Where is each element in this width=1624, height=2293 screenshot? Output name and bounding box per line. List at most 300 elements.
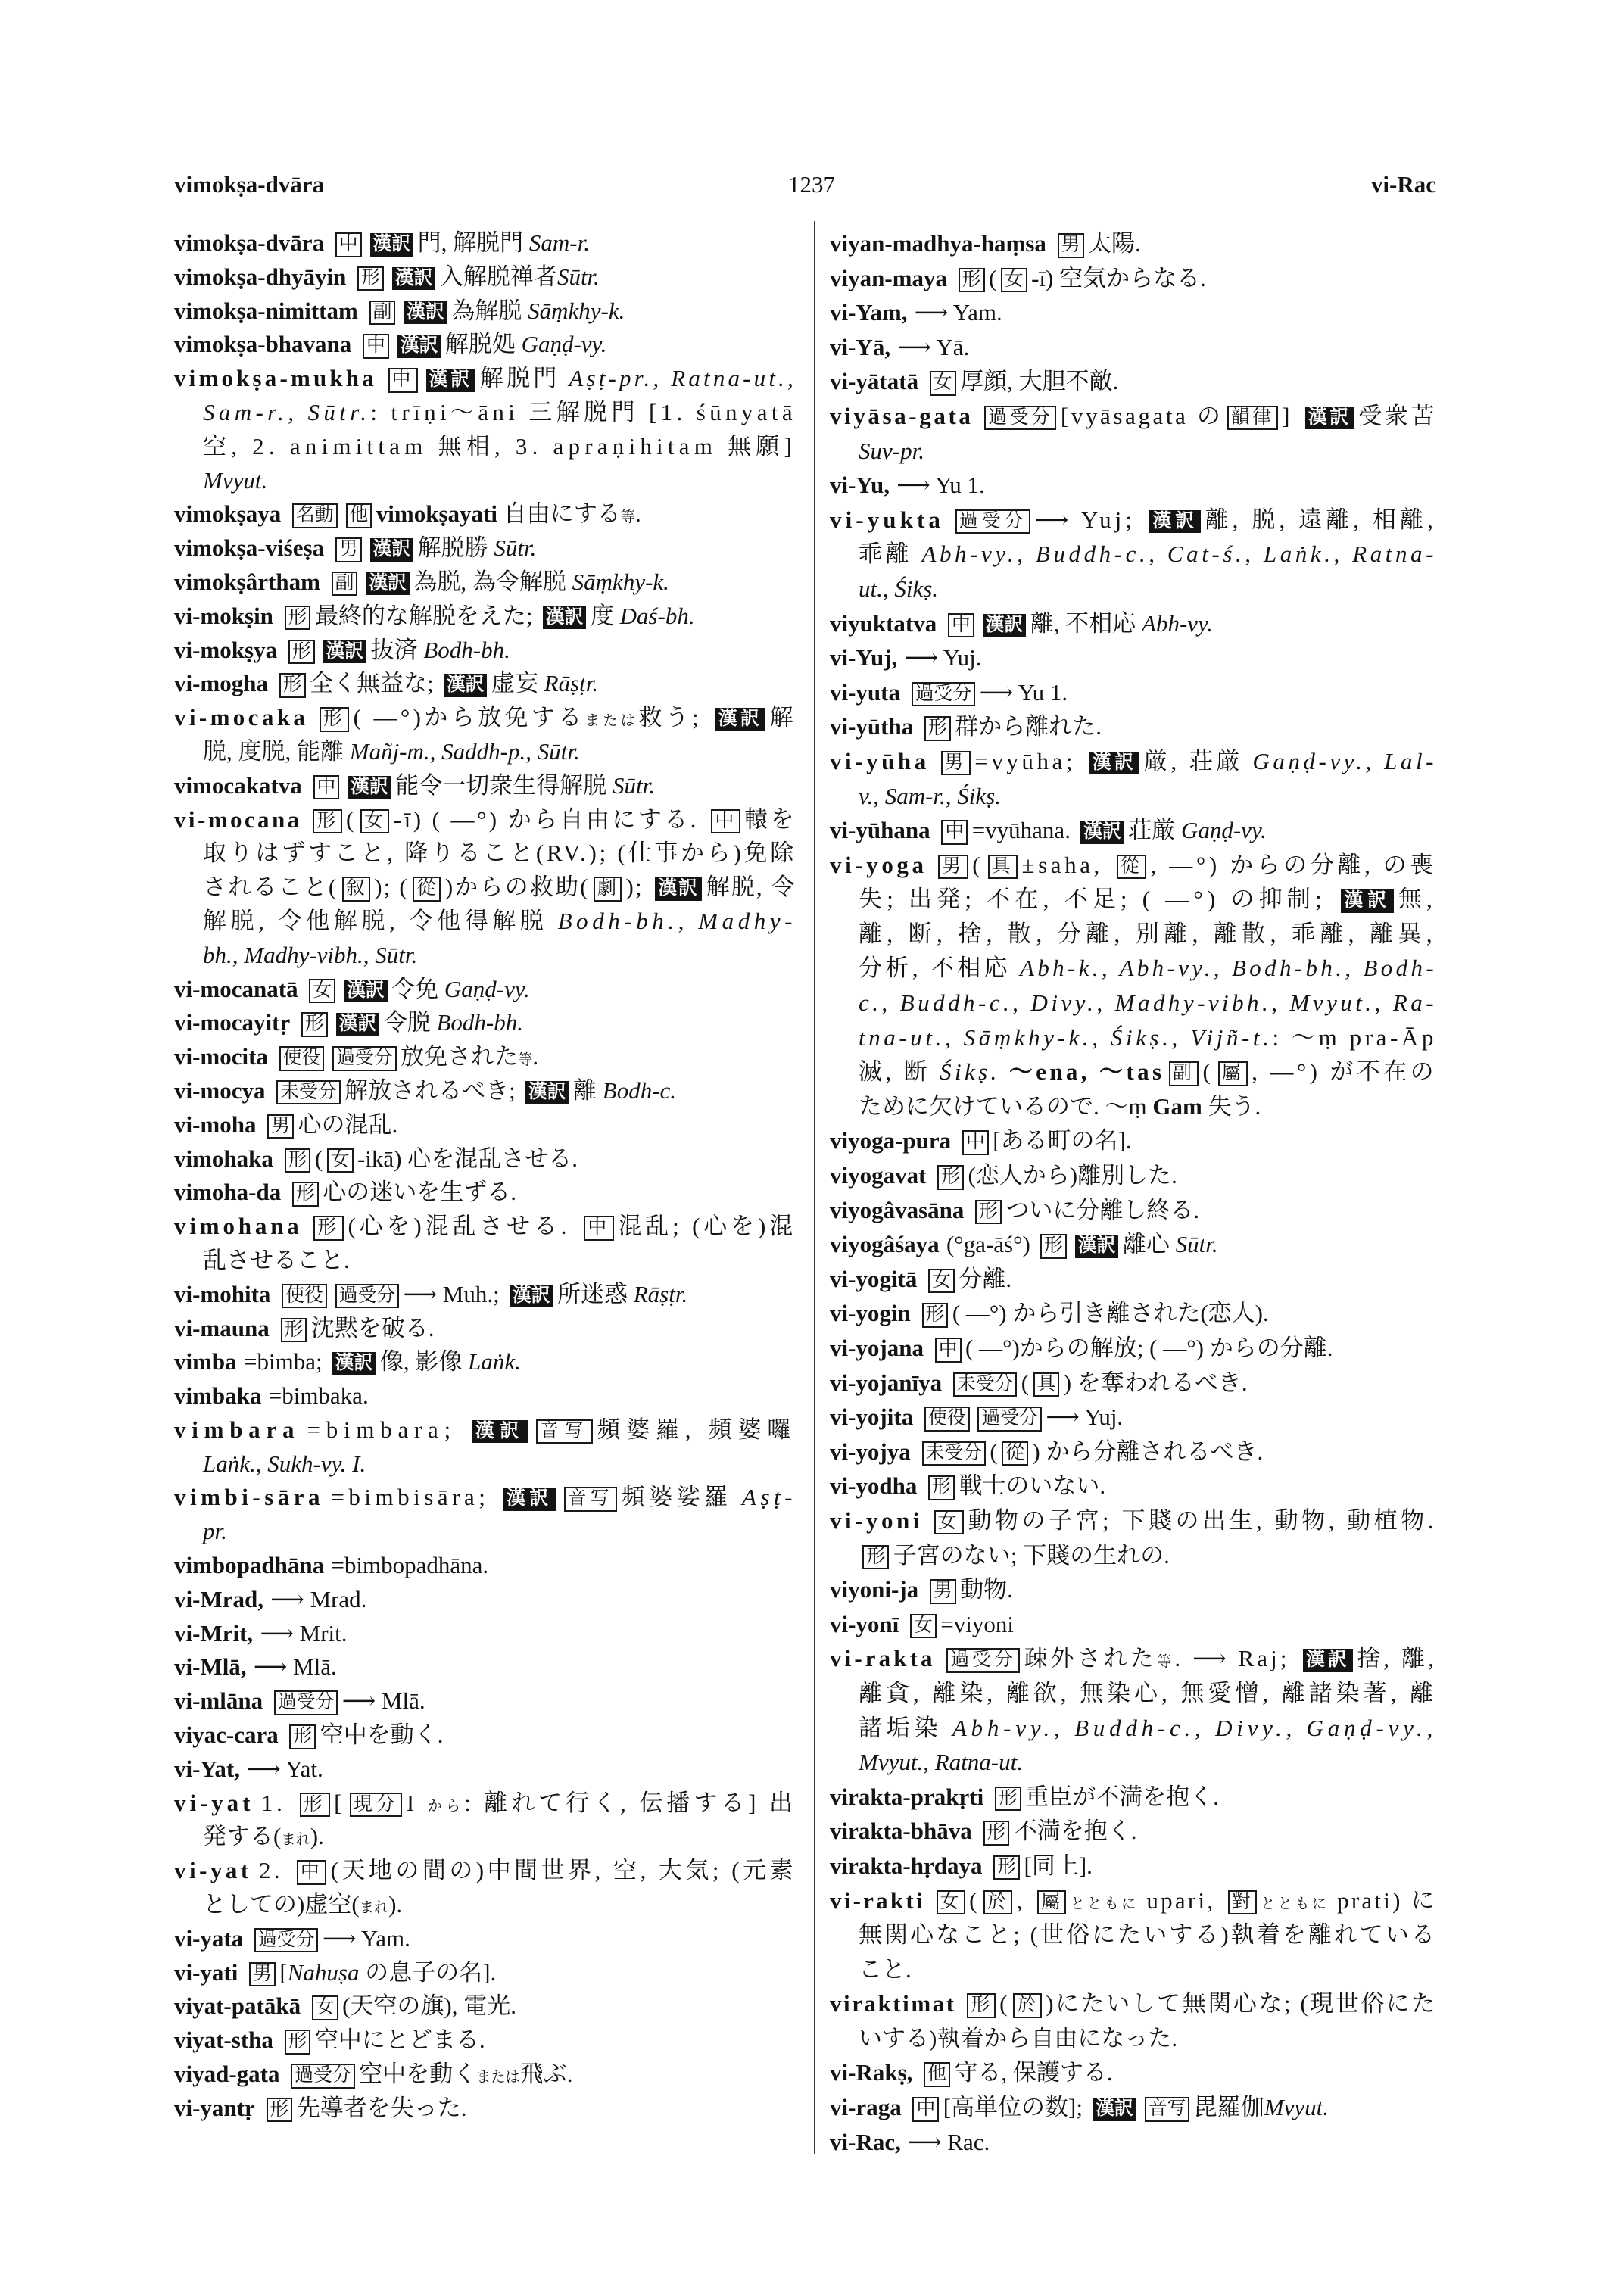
grammar-label: 形 <box>285 1148 311 1173</box>
entry-line <box>830 2090 1437 2125</box>
headword: vi-yogin <box>830 1300 911 1327</box>
definition-text: 離, 脱, 遠離, 相離, <box>1205 506 1437 533</box>
definition-text: ⟶ Yuj; <box>1034 506 1146 533</box>
definition-text: 虚妄 <box>491 670 544 697</box>
definition-text: I <box>406 1789 428 1816</box>
definition-text: =vyūha; <box>974 747 1086 774</box>
entry-continuation-line <box>830 951 1437 986</box>
definition-text: 先導者を失った. <box>296 2094 467 2121</box>
headword: vi-mlāna <box>174 1687 263 1715</box>
definition-text: 乖離 <box>859 541 922 568</box>
definition-text: =vyūhana. <box>971 817 1077 844</box>
grammar-label: 現分 <box>350 1793 402 1818</box>
definition-text: )からの救助( <box>444 874 590 901</box>
page-number: 1237 <box>788 171 835 198</box>
definition-text: 放免された <box>401 1043 519 1070</box>
headword: viyoni-ja <box>830 1576 919 1603</box>
grammar-label: 具 <box>988 855 1018 880</box>
entry-line <box>830 1123 1437 1158</box>
kanyaku-label: 漢訳 <box>336 1013 380 1036</box>
grammar-label: 未受分 <box>922 1441 986 1466</box>
headword: vi-Yat, <box>174 1755 240 1782</box>
entry-continuation-line <box>830 1538 1437 1573</box>
definition-text: 解脱勝 <box>417 534 494 562</box>
grammar-label: 過受分 <box>291 2064 354 2089</box>
entry-continuation-line <box>174 905 796 939</box>
definition-text: [ある町の名]. <box>993 1127 1132 1154</box>
headword: vimokṣa-dhyāyin <box>174 263 347 290</box>
definition-text: prati) に <box>1329 1886 1437 1914</box>
definition-text: =bimbara; <box>307 1416 469 1443</box>
definition-text: としての)虚空( <box>203 1891 360 1918</box>
definition-text: 離, 不相応 <box>1030 609 1142 637</box>
entry-line <box>174 1006 796 1040</box>
headword: vi-yat <box>174 1789 254 1816</box>
definition-text: 解放されるべき; <box>344 1076 522 1104</box>
entry-line <box>174 260 796 294</box>
headword: viyac-cara <box>174 1721 279 1749</box>
left-column <box>174 226 796 2126</box>
headword: vimokṣaya <box>174 500 282 528</box>
entry-line <box>174 973 796 1007</box>
entry-line <box>830 399 1437 434</box>
definition-text: ⟶ Yā. <box>897 333 970 360</box>
entry-line <box>830 1158 1437 1193</box>
source-citation: Sūtr. <box>494 534 537 562</box>
definition-text: されること( <box>203 874 338 901</box>
grammar-label: 形 <box>300 1793 330 1818</box>
entry-line <box>830 1435 1437 1469</box>
small-note: とともに <box>1070 1896 1139 1912</box>
headword: vi-mokṣya <box>174 636 278 663</box>
small-note: または <box>584 713 639 730</box>
definition-text: 荘厳 <box>1128 817 1181 844</box>
source-citation: Laṅk., Sukh-vy. I. <box>203 1450 366 1477</box>
headword: viyad-gata <box>174 2061 280 2088</box>
source-citation: Mañj-m., Saddh-p., Sūtr. <box>349 737 580 765</box>
definition-text: ⟶ Yam. <box>914 299 1002 326</box>
source-citation: tna-ut., Sāṃkhy-k., Śikṣ., Vijñ-t. <box>859 1023 1273 1051</box>
grammar-label: 音写 <box>536 1419 593 1444</box>
definition-text: ⟶ Mlā. <box>253 1653 337 1681</box>
entry-line <box>174 1549 796 1583</box>
kanyaku-label: 漢訳 <box>323 640 367 664</box>
headword: vi-yata <box>174 1924 244 1952</box>
source-citation: Aṣṭ-pr., Ratna-ut., <box>569 365 796 392</box>
definition-text: ( <box>972 851 984 878</box>
grammar-label: 中 <box>948 613 974 638</box>
definition-text: 空中を動く. <box>320 1721 444 1749</box>
kanyaku-label: 漢訳 <box>392 267 436 291</box>
definition-text: 群から離れた. <box>955 713 1102 740</box>
entry-line <box>830 1641 1437 1676</box>
definition-text: ) から分離されるべき. <box>1032 1438 1264 1465</box>
definition-text: 空中を動く <box>359 2061 477 2088</box>
entry-continuation-line <box>830 882 1437 917</box>
entry-line <box>174 1684 796 1718</box>
column-divider <box>814 221 815 2154</box>
grammar-label: 副 <box>332 572 358 597</box>
source-citation: Mvyut., Ratna-ut. <box>859 1749 1023 1776</box>
entry-line <box>830 2055 1437 2090</box>
definition-text: ±saha, <box>1021 851 1113 878</box>
definition-text: ( <box>314 1145 323 1172</box>
grammar-label: 中 <box>711 809 740 834</box>
entry-line <box>830 675 1437 710</box>
kanyaku-label: 漢訳 <box>543 606 587 630</box>
headword: vi-yojita <box>830 1404 914 1431</box>
source-citation: Sāṃkhy-k. <box>528 297 625 324</box>
entry-continuation-line <box>174 939 796 973</box>
entry-continuation-line <box>174 1888 796 1922</box>
source-citation: v., Sam-r., Śikṣ. <box>859 782 1001 809</box>
headword: vi-Yu, <box>830 472 890 499</box>
source-citation: Daś-bh. <box>619 602 695 629</box>
grammar-label: 形 <box>995 1787 1021 1812</box>
source-citation: Nahuṣa <box>287 1958 360 1986</box>
bold-term: ～ena, ～tas <box>1008 1058 1165 1086</box>
entry-line <box>174 2024 796 2058</box>
definition-text: 轅を <box>744 805 796 833</box>
entry-continuation-line <box>174 430 796 464</box>
source-citation: Suv-pr. <box>859 437 924 464</box>
grammar-label: 形 <box>281 1318 307 1343</box>
grammar-label: 中 <box>912 2097 939 2122</box>
definition-text: : ～ṃ pra-Āp <box>1272 1023 1437 1051</box>
grammar-label: 形 <box>320 707 349 732</box>
definition-text: 分析, 不相応 <box>859 955 1021 982</box>
entry-line <box>830 1296 1437 1331</box>
headword: vimokṣa-bhavana <box>174 331 352 358</box>
kanyaku-label: 漢訳 <box>655 877 702 901</box>
grammar-label: 於 <box>1013 1993 1041 2018</box>
source-citation: Bodh-bh., Madhy- <box>557 907 797 934</box>
grammar-label: 男 <box>930 1579 956 1604</box>
headword: vi-mocana <box>174 805 302 833</box>
entry-continuation-line <box>830 1711 1437 1746</box>
entry-line <box>174 328 796 362</box>
small-note: から <box>427 1798 465 1815</box>
kanyaku-label: 漢訳 <box>1080 821 1124 844</box>
entry-line <box>174 2058 796 2092</box>
entry-line <box>830 1607 1437 1642</box>
headword: vi-yonī <box>830 1610 899 1637</box>
headword: viyoga-pura <box>830 1127 952 1154</box>
headword: vi-Yā, <box>830 333 891 360</box>
headword: vi-yati <box>174 1958 238 1986</box>
entry-line <box>830 1193 1437 1228</box>
source-citation: Mvyut. <box>203 466 268 494</box>
grammar-label: 於 <box>983 1890 1012 1915</box>
grammar-label: 形 <box>285 2030 311 2055</box>
running-head-left: vimokṣa-dvāra <box>174 171 325 198</box>
definition-text: ついに分離し終る. <box>1005 1196 1200 1223</box>
headword: viyāsa-gata <box>830 402 974 429</box>
headword: vimoha-da <box>174 1179 282 1206</box>
definition-text: . ⟶ Raj; <box>1174 1645 1299 1672</box>
grammar-label: 形 <box>922 1303 949 1328</box>
grammar-label: 音写 <box>564 1487 618 1512</box>
entry-line <box>830 1572 1437 1607</box>
definition-text: ⟶ Mrad. <box>270 1585 367 1612</box>
definition-text: 離 <box>573 1076 603 1104</box>
definition-text: ( <box>990 1438 998 1465</box>
entry-continuation-line <box>174 1515 796 1549</box>
grammar-label: 女 <box>312 1995 338 2020</box>
definition-text: =bimba; <box>243 1348 329 1375</box>
grammar-label: 形 <box>313 1216 344 1241</box>
entry-line <box>174 1040 796 1074</box>
entry-continuation-line <box>174 464 796 498</box>
definition-text: . <box>634 500 641 528</box>
grammar-label: 他 <box>346 503 372 528</box>
definition-text: 受衆苦 <box>1358 402 1438 429</box>
entry-line <box>830 295 1437 330</box>
bold-term: Gam <box>1152 1092 1202 1120</box>
entry-line <box>174 565 796 600</box>
entry-line <box>174 1074 796 1108</box>
grammar-label: 叙 <box>342 877 370 902</box>
kanyaku-label: 漢訳 <box>332 1352 376 1375</box>
headword: viraktimat <box>830 1990 956 2017</box>
definition-text: (恋人から)離別した. <box>968 1162 1177 1189</box>
small-note: まれ <box>281 1832 310 1849</box>
entry-continuation-line <box>830 986 1437 1020</box>
source-citation: c., Buddh-c., Divy., Madhy-vibh., Mvyut., Ra- <box>859 989 1437 1017</box>
grammar-label: 中 <box>935 1338 962 1363</box>
entry-line <box>174 1210 796 1244</box>
entry-line <box>174 600 796 634</box>
definition-text: 頻婆羅, 頻婆囉 <box>597 1416 796 1443</box>
definition-text: 毘羅伽 <box>1193 2094 1264 2121</box>
headword: virakta-bhāva <box>830 1818 972 1845</box>
headword: vi-mogha <box>174 670 268 697</box>
grammar-label: 形 <box>301 1012 328 1037</box>
grammar-label: 未受分 <box>953 1372 1017 1397</box>
small-note: 等 <box>518 1052 533 1069</box>
definition-text: (心を)混乱させる. <box>348 1213 580 1240</box>
definition-text: 空中にとどまる. <box>314 2027 485 2054</box>
definition-text: 像, 影像 <box>379 1348 469 1375</box>
definition-text: : 離れて行く, 伝播する] 出 <box>464 1789 796 1816</box>
entry-line <box>830 640 1437 675</box>
headword: vi-Rakṣ, <box>830 2059 913 2086</box>
grammar-label: 他 <box>924 2062 950 2087</box>
entry-line <box>830 330 1437 365</box>
definition-text: 解脱, 令 <box>706 874 796 901</box>
headword: vi-yūtha <box>830 713 914 740</box>
headword: viyogâśaya <box>830 1231 940 1258</box>
entry-line <box>830 813 1437 848</box>
definition-text: 解脱処 <box>444 331 522 358</box>
kanyaku-label: 漢訳 <box>444 674 488 697</box>
grammar-label: 男 <box>941 751 971 776</box>
headword: vimokṣa-viśeṣa <box>174 534 325 562</box>
headword: vimohana <box>174 1213 303 1240</box>
grammar-label: 具 <box>1033 1372 1060 1397</box>
grammar-label: 過受分 <box>332 1046 396 1071</box>
headword: viyat-stha <box>174 2027 273 2054</box>
source-citation: Sūtr. <box>556 263 600 290</box>
grammar-label: 女 <box>1001 268 1027 293</box>
source-citation: Sāṃkhy-k. <box>572 568 669 595</box>
headword: vi-mocayitṛ <box>174 1009 291 1036</box>
entry-line <box>830 1366 1437 1400</box>
grammar-label: 使役 <box>282 1284 327 1309</box>
entry-continuation-line <box>830 537 1437 572</box>
definition-text: (天地の間の)中間世界, 空, 大気; (元素 <box>330 1857 796 1884</box>
definition-text: )にたいして無関心な; (現世俗にた <box>1046 1990 1437 2017</box>
source-citation: Rāṣṭr. <box>544 670 599 697</box>
definition-text: ⟶ Yam. <box>322 1924 410 1952</box>
grammar-label: 中 <box>335 232 362 257</box>
headword: vi-yogitā <box>830 1265 918 1292</box>
headword: vi-yoga <box>830 851 927 878</box>
definition-text: ⟶ Yuj. <box>1046 1404 1124 1431</box>
entry-line <box>830 1400 1437 1435</box>
grammar-label: 形 <box>357 266 384 291</box>
headword: vimokṣa-dvāra <box>174 229 325 256</box>
source-citation: Sam-r., Sūtr. <box>203 398 371 425</box>
entry-line <box>174 1142 796 1176</box>
definition-text: 離心 <box>1122 1231 1176 1258</box>
headword: vimbaka <box>174 1382 262 1410</box>
grammar-label: 副 <box>369 301 396 326</box>
entry-line <box>174 1956 796 1990</box>
entry-line <box>174 1413 796 1447</box>
headword: virakta-hṛdaya <box>830 1852 983 1879</box>
definition-text: ために欠けているので. ～ṃ <box>859 1092 1153 1120</box>
definition-text: 最終的な解脱をえた; <box>314 602 539 629</box>
grammar-label: 屬 <box>1037 1890 1066 1915</box>
definition-text: ); ( <box>374 874 409 901</box>
grammar-label: 形 <box>288 640 315 665</box>
headword: vi-yātatā <box>830 368 919 395</box>
definition-text: 失; 出発; 不在, 不足; ( —°) の抑制; <box>859 886 1337 913</box>
grammar-label: 過受分 <box>977 1407 1041 1432</box>
grammar-label: 形 <box>267 2098 293 2123</box>
entry-line <box>174 362 796 396</box>
grammar-label: 中 <box>363 334 389 359</box>
headword: vi-yuta <box>830 678 900 706</box>
entry-continuation-line <box>830 572 1437 606</box>
definition-text: 太陽. <box>1087 230 1141 257</box>
entry-continuation-line <box>830 1918 1437 1952</box>
definition-text: 守る, 保護する. <box>954 2059 1113 2086</box>
grammar-label: 女 <box>928 1269 955 1294</box>
definition-text: 動物の子宮; 下賤の出生, 動物, 動植物. <box>968 1506 1437 1534</box>
kanyaku-label: 漢訳 <box>370 538 414 562</box>
definition-text: 捨, 離, <box>1357 1645 1437 1672</box>
headword: vimokṣârtham <box>174 568 320 595</box>
grammar-label: 女 <box>309 979 335 1004</box>
entry-line <box>174 667 796 701</box>
grammar-label: 中 <box>297 1860 326 1885</box>
source-citation: Gaṇḍ-vy., Lal- <box>1252 747 1437 774</box>
headword: vi-mocya <box>174 1076 266 1104</box>
definition-text: ⟶ Rac. <box>908 2128 990 2155</box>
definition-text: [ <box>334 1789 346 1816</box>
grammar-label: 從 <box>413 877 441 902</box>
source-citation: Sam-r. <box>528 229 590 256</box>
headword: vimbi-sāra <box>174 1484 325 1511</box>
definition-text: 子宮のない; 下賤の生れの. <box>893 1541 1170 1569</box>
definition-text: ⟶ Muh.; <box>403 1280 506 1307</box>
grammar-label: 形 <box>924 716 951 741</box>
grammar-label: 過受分 <box>274 1690 338 1715</box>
kanyaku-label: 漢訳 <box>510 1285 553 1308</box>
grammar-label: 形 <box>313 809 341 834</box>
definition-text: 2. <box>258 1857 293 1884</box>
grammar-label: 對 <box>1228 1890 1257 1915</box>
definition-text: ( <box>969 1886 980 1914</box>
bold-term: vimokṣayati <box>376 500 497 528</box>
headword: vimba <box>174 1348 237 1375</box>
headword: vi-yojana <box>830 1335 924 1361</box>
definition-text: -ikā) 心を混乱させる. <box>357 1145 578 1172</box>
headword: vimocakatva <box>174 771 302 799</box>
grammar-label: 過受分 <box>946 1648 1020 1673</box>
headword: vi-yodha <box>830 1472 918 1500</box>
definition-text: ⟶ Yu 1. <box>896 472 985 499</box>
source-citation: Sūtr. <box>613 771 656 799</box>
definition-text: の息子の名]. <box>359 1958 497 1986</box>
definition-text: 頻婆娑羅 <box>621 1484 743 1511</box>
entry-line <box>174 803 796 837</box>
definition-text: 無, <box>1398 886 1437 913</box>
definition-text: . <box>532 1043 539 1070</box>
definition-text: 動物. <box>960 1576 1013 1603</box>
entry-line <box>174 1312 796 1346</box>
headword: vi-moha <box>174 1111 257 1138</box>
grammar-label: 未受分 <box>276 1080 340 1105</box>
grammar-label: 屬 <box>1218 1061 1248 1086</box>
entry-line <box>174 1718 796 1752</box>
grammar-label: 形 <box>959 268 985 293</box>
source-citation: Gaṇḍ-vy. <box>521 331 607 358</box>
definition-text: 沈黙を破る. <box>310 1314 435 1341</box>
entry-line <box>174 1752 796 1787</box>
entry-line <box>174 1345 796 1379</box>
grammar-label: 韻律 <box>1227 406 1278 431</box>
entry-line <box>830 1262 1437 1297</box>
headword: viyan-maya <box>830 264 947 291</box>
entry-line <box>174 701 796 735</box>
grammar-label: 過受分 <box>984 406 1056 431</box>
entry-line <box>174 1481 796 1515</box>
definition-text: [同上]. <box>1024 1852 1093 1879</box>
grammar-label: 女 <box>910 1614 937 1639</box>
headword: vi-Mlā, <box>174 1653 247 1681</box>
grammar-label: 女 <box>934 1510 964 1535</box>
headword: vi-yūhana <box>830 817 930 844</box>
small-note: とともに <box>1261 1896 1329 1912</box>
entry-line <box>174 1583 796 1617</box>
grammar-label: 過受分 <box>955 509 1031 534</box>
definition-text: ( <box>1202 1058 1214 1086</box>
grammar-label: 男 <box>938 855 968 880</box>
entry-line <box>830 709 1437 744</box>
definition-text: 無関心なこと; (世俗にたいする)執着を離れている <box>859 1921 1437 1949</box>
definition-text: ). <box>388 1891 403 1918</box>
entry-continuation-line <box>174 735 796 769</box>
definition-text: ( <box>989 264 997 291</box>
kanyaku-label: 漢訳 <box>715 708 765 731</box>
grammar-label: 男 <box>335 537 362 562</box>
headword: vimbopadhāna <box>174 1552 325 1579</box>
definition-text: ( <box>1021 1369 1030 1396</box>
definition-text: [ <box>279 1958 288 1986</box>
